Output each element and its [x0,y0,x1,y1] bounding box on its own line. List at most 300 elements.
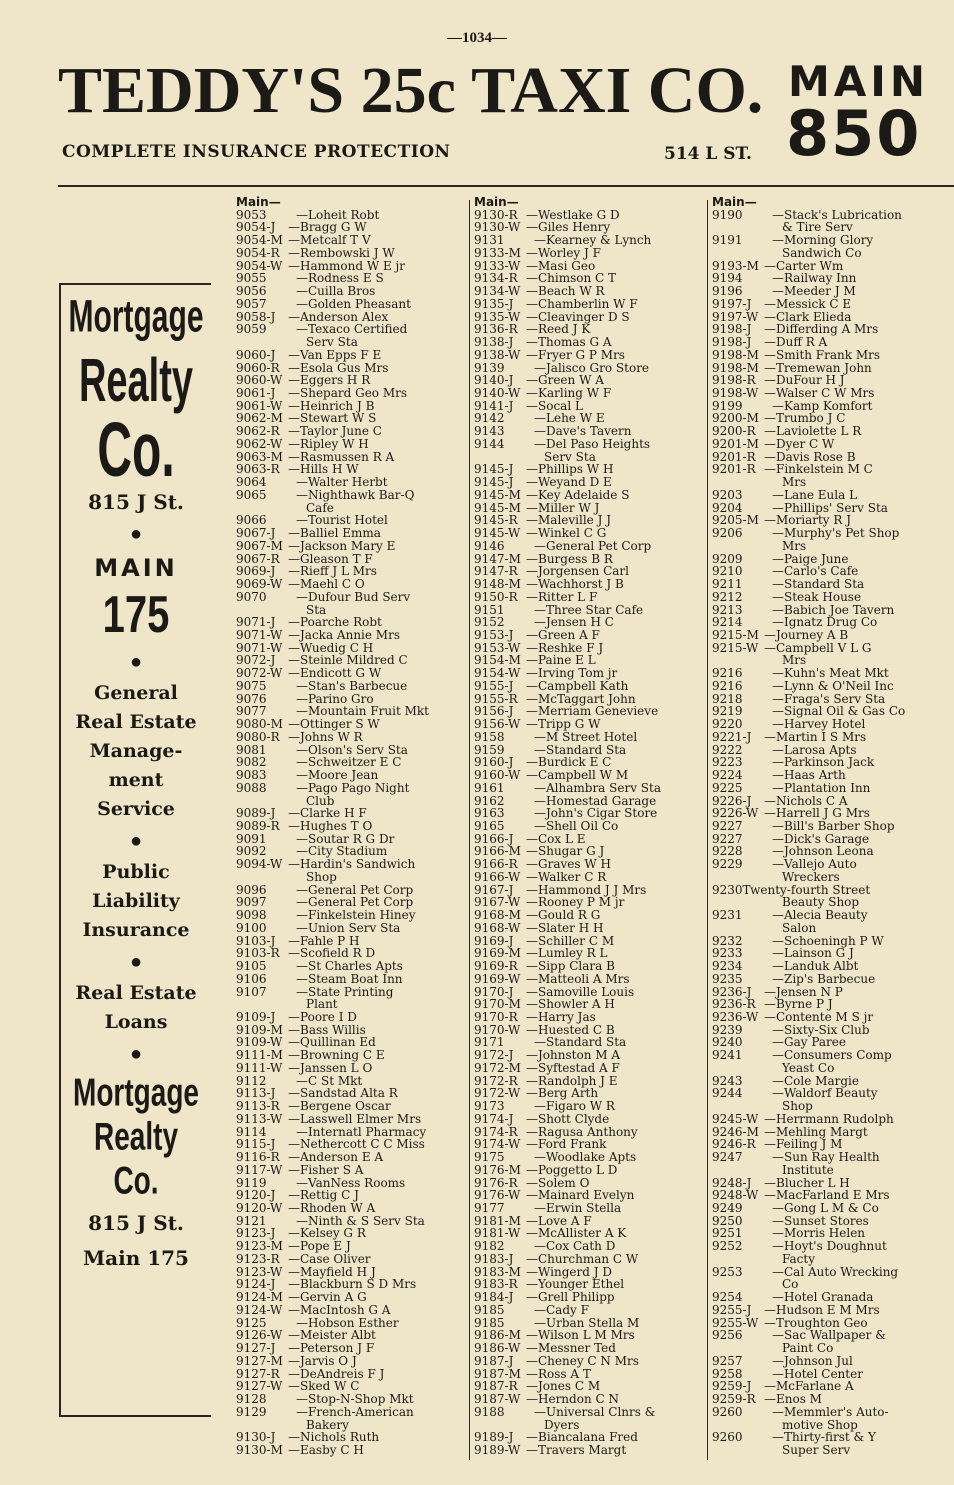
phone-number: 9235 [712,971,743,986]
listing-name: —Bragg G W [288,220,367,235]
directory-entry [474,629,704,642]
listing-name: —Hotel Granada [772,1290,874,1305]
directory-entry [236,731,464,744]
listing-name: —Lynn & O'Neil Inc [772,678,894,693]
listing-name: —Fryer G P Mrs [526,347,625,362]
phone-number: 9056 [236,284,267,299]
phone-number: 9170-R [474,1010,518,1024]
phone-number: 9105 [236,959,267,974]
listing-name: —Messner Ted [526,1341,616,1356]
phone-number: 9109-W [236,1035,283,1050]
listing-name: —Sunset Stores [772,1213,869,1228]
listing-name: —Anderson E A [288,1150,384,1165]
bullet-icon: ● [129,523,143,545]
listing-name: —Jackson Mary E [288,538,396,553]
phone-number: 9198-M [712,347,759,362]
directory-entry [712,1202,948,1215]
listing-name: —Sked W C [288,1379,360,1394]
listing-name: —Nighthawk Bar-Q [296,487,415,502]
listing-name: —St Charles Apts [296,959,403,974]
phone-number: 9080-M [236,717,283,732]
directory-entry [236,986,464,999]
phone-number: 9147-M [474,551,521,566]
listing-name: —Johns W R [288,729,363,744]
listing-name: —Hudson E M Mrs [764,1302,880,1317]
phone-number: 9134-R [474,271,518,286]
directory-entry [474,1113,704,1126]
banner-title: TEDDY'S 25c TAXI CO. [58,54,764,127]
directory-entry [712,463,948,476]
directory-entry [236,960,464,973]
phone-number: 9153-W [474,640,521,655]
listing-name: —Wingerd J D [526,1264,612,1279]
phone-number: 9135-J [474,296,514,311]
phone-number: 9135-W [474,309,521,324]
listing-name: —Green A F [526,627,600,642]
phone-number: 9062-M [236,411,283,426]
column-header: Main— [712,195,757,209]
listing-name: —Laviolette L R [764,424,862,439]
phone-number: 9236-J [712,984,752,999]
directory-entry [712,858,948,871]
phone-number: 9123-J [236,1226,276,1241]
listing-name: —Landuk Albt [772,959,859,974]
directory-entry [474,680,704,693]
directory-entry [712,1113,948,1126]
phone-number: 9129 [236,1404,267,1419]
listing-name: —Universal Clnrs & [534,1404,656,1419]
phone-number: 9145-M [474,500,521,515]
listing-name: —McAllister A K [526,1226,627,1241]
listing-name: —Soutar R G Dr [296,831,395,846]
phone-number: 9239 [712,1022,743,1037]
phone-number: 9151 [474,602,505,617]
directory-entry [236,285,464,298]
directory-entry [474,1164,704,1177]
phone-number: 9120-J [236,1188,276,1203]
listing-name: —State Printing [296,984,394,999]
listing-name: —Mainard Evelyn [526,1188,635,1203]
phone-number: 9236-W [712,1010,759,1024]
listing-name: —Ottinger S W [288,717,380,732]
directory-entry [236,973,464,986]
phone-number: 9170-M [474,997,521,1012]
phone-number: 9191 [712,233,743,248]
phone-number: 9098 [236,908,267,923]
phone-number: 9152 [474,615,505,630]
listing-name: —Gervin A G [288,1290,367,1305]
phone-number: 9187-M [474,1366,521,1381]
listing-name: —Herndon C N [526,1392,619,1407]
phone-number: 9193-M [712,258,759,273]
phone-number: 9134-W [474,284,521,299]
phone-number: 9133-W [474,258,521,273]
listing-name: —Waldorf Beauty [772,1086,878,1101]
phone-number: 9058-J [236,309,276,324]
directory-entry [712,336,948,349]
phone-number: 9154-W [474,666,521,681]
listing-name: —Sun Ray Health [772,1150,880,1165]
phone-number: 9165 [474,818,505,833]
directory-entry [712,960,948,973]
phone-number: 9072-J [236,653,276,668]
directory-entry [474,718,704,731]
phone-number: 9248-W [712,1188,759,1203]
directory-entry [236,909,464,922]
phone-number: 9169-W [474,971,521,986]
phone-number: 9190 [712,207,743,222]
phone-number: 9231 [712,908,743,923]
listing-name: —Alhambra Serv Sta [534,780,662,795]
listing-name: —Figaro W R [534,1099,615,1114]
phone-number: 9198-R [712,373,756,388]
phone-number: 9057 [236,296,267,311]
directory-entry [712,1291,948,1304]
listing-name: —Tremewan John [764,360,872,375]
ad-phone-label: MAIN [94,554,178,582]
listing-continuation: Mrs [782,538,807,553]
directory-entry [474,1011,704,1024]
listing-name: —Van Epps F E [288,347,382,362]
phone-number: 9251 [712,1226,743,1241]
phone-number: 9246-R [712,1137,756,1152]
directory-entry [474,858,704,871]
directory-entry [712,1240,948,1253]
phone-number: 9130-M [236,1442,283,1457]
listing-name: —General Pet Corp [296,882,414,897]
directory-entry [236,489,464,502]
phone-number: 9226-J [712,793,752,808]
listing-name: —Sipp Clara B [526,959,615,974]
listing-name: —Endicott G W [288,666,382,681]
listing-name: —Ignatz Drug Co [772,615,878,630]
listing-name: —M Street Hotel [534,729,638,744]
listing-name: —Gong L M & Co [772,1201,879,1216]
listing-name: —Poggetto L D [526,1162,618,1177]
listing-name: —Feiling J M [764,1137,843,1152]
listing-name: —Dick's Garage [772,831,870,846]
listing-name: —Tourist Hotel [296,513,388,528]
listing-name: —Moriarty R J [764,513,852,528]
listing-name: —Berg Arth [526,1086,599,1101]
directory-entry [474,871,704,884]
listing-name: —Ritter L F [526,589,598,604]
listing-name: —Larosa Apts [772,742,857,757]
directory-entry [236,438,464,451]
directory-entry [236,247,464,260]
phone-number: 9107 [236,984,267,999]
phone-number: 9172-R [474,1073,518,1088]
phone-number: 9250 [712,1213,743,1228]
listing-name: —Nethercott C C Miss [288,1137,425,1152]
phone-number: 9169-R [474,959,518,974]
phone-number: 9230 [712,882,743,897]
phone-number: 9198-W [712,386,759,401]
phone-number: 9167-J [474,882,514,897]
listing-name: —Signal Oil & Gas Co [772,704,906,719]
phone-number: 9126-W [236,1328,283,1343]
listing-name: —Walker C R [526,869,607,884]
phone-number: 9144 [474,436,505,451]
listing-name: —Morris Helen [772,1226,866,1241]
phone-number: 9168-W [474,920,521,935]
directory-entry [236,769,464,782]
listing-name: —Jensen N P [764,984,843,999]
phone-number: 9117-W [236,1162,283,1177]
listing-name: —Churchman C W [526,1251,639,1266]
listing-name: —Schoeningh P W [772,933,884,948]
phone-number: 9054-W [236,258,283,273]
listing-name: —Lumley R L [526,946,608,961]
phone-number: 9065 [236,487,267,502]
listing-name: —Woodlake Apts [534,1150,637,1165]
listing-name: —Younger Ethel [526,1277,625,1292]
listing-name: —Kelsey G R [288,1226,366,1241]
directory-entry [474,349,704,362]
listing-name: —Travers Margt [526,1442,627,1457]
listing-name: —Internatl Pharmacy [296,1124,427,1139]
listing-name: —Ninth & S Serv Sta [296,1213,425,1228]
listing-name: —Clark Elieda [764,309,852,324]
phone-number: 9155-J [474,678,514,693]
directory-entry [712,629,948,642]
listing-name: —Journey A B [764,627,849,642]
directory-entry [236,1291,464,1304]
listing-name: —McTaggart John [526,691,636,706]
listing-continuation: Serv Sta [544,449,596,464]
listing-name: —Zip's Barbecue [772,971,876,986]
listing-name: —Hotel Center [772,1366,863,1381]
listing-name: —Phillips W H [526,462,614,477]
phone-number: 9082 [236,755,267,770]
listing-name: —MacFarland E Mrs [764,1188,890,1203]
directory-entry [474,1253,704,1266]
phone-number: 9256 [712,1328,743,1343]
directory-entry [236,1151,464,1164]
column-header: Main— [474,195,519,209]
ad-service-line: Service [97,798,175,820]
listing-name: —General Pet Corp [296,895,414,910]
phone-number: 9125 [236,1315,267,1330]
directory-entry [474,1151,704,1164]
ad-loans-line: Loans [104,1011,168,1033]
phone-number: 9141-J [474,398,514,413]
ad-loans-line: Real Estate [75,982,197,1004]
phone-number: 9159 [474,742,505,757]
listing-continuation: Mrs [782,475,807,490]
phone-number: 9215-W [712,640,759,655]
directory-entry [712,909,948,922]
directory-entry [474,387,704,400]
phone-number: 9224 [712,768,743,783]
listing-name: —Janssen L O [288,1060,373,1075]
phone-number: 9244 [712,1086,743,1101]
phone-number: 9255-W [712,1315,759,1330]
phone-number: 9115-J [236,1137,276,1152]
phone-number: 9189-J [474,1430,514,1445]
phone-number: 9258 [712,1366,743,1381]
phone-number: 9138-W [474,347,521,362]
phone-number: 9194 [712,271,743,286]
phone-number: 9145-M [474,487,521,502]
listing-name: —Jorgensen Carl [526,564,629,579]
phone-number: 9226-W [712,806,759,821]
phone-number: 9221-J [712,729,752,744]
directory-entry [236,1444,464,1457]
listing-name: —Union Serv Sta [296,920,401,935]
listing-continuation: Bakery [306,1417,349,1432]
directory-entry [474,769,704,782]
phone-number: 9156-J [474,704,514,719]
phone-number: 9111-M [236,1048,283,1063]
listing-name: —Jalisco Gro Store [534,360,650,375]
listing-column-3 [712,196,948,1457]
listing-name: —Carlo's Cafe [772,564,859,579]
listing-name: —Cox Cath D [534,1239,616,1254]
phone-number: 9063-R [236,462,280,477]
directory-entry [236,349,464,362]
listing-name: —Blackburn S D Mrs [288,1277,417,1292]
phone-number: 9148-M [474,577,521,592]
listing-name: —Smith Frank Mrs [764,347,881,362]
directory-entry [712,1011,948,1024]
listing-name: —Railway Inn [772,271,857,286]
phone-number: 9209 [712,551,743,566]
phone-number: 9130-R [474,207,518,222]
listing-name: —Schiller C M [526,933,615,948]
directory-entry [236,1164,464,1177]
listing-name: —Nichols C A [764,793,848,808]
phone-number: 9054-J [236,220,276,235]
directory-entry [474,336,704,349]
phone-number: 9183-J [474,1251,514,1266]
listing-name: —Babich Joe Tavern [772,602,895,617]
listing-name: —Johnson Jul [772,1353,853,1368]
listing-name: —Cleavinger D S [526,309,630,324]
listing-name: —Fisher S A [288,1162,364,1177]
phone-number: 9174-J [474,1111,514,1126]
phone-number: 9130-J [236,1430,276,1445]
phone-number: 9127-R [236,1366,280,1381]
listing-name: —Hardin's Sandwich [288,857,416,872]
phone-number: 9113-J [236,1086,276,1101]
phone-number: 9259-R [712,1392,756,1407]
listing-name: —Herrmann Rudolph [764,1111,894,1126]
listing-name: —Parino Gro [296,691,374,706]
listing-name: —Erwin Stella [534,1201,622,1216]
directory-entry [712,973,948,986]
phone-number: 9128 [236,1392,267,1407]
phone-number: 9216 [712,666,743,681]
listing-name: —Cheney C N Mrs [526,1353,639,1368]
listing-continuation: Sandwich Co [782,245,862,260]
phone-number: 9054-R [236,245,280,260]
directory-entry [474,1202,704,1215]
phone-number: 9175 [474,1150,505,1165]
phone-number: 9075 [236,678,267,693]
phone-number: 9170-J [474,984,514,999]
listing-continuation: Serv Sta [306,335,358,350]
phone-number: 9187-R [474,1379,518,1394]
listing-name: —Thomas G A [526,335,612,350]
listing-name: —Golden Pheasant [296,296,411,311]
listing-name: —Gould R G [526,908,601,923]
phone-number: 9067-R [236,551,280,566]
listing-name: —Maleville J J [526,513,612,528]
listing-name: —Thirty-first & Y [772,1430,876,1445]
ad-phone-number: 175 [102,586,170,644]
phone-number: 9181-W [474,1226,521,1241]
listing-name: —Walser C W Mrs [764,386,875,401]
phone-number: 9063-M [236,449,283,464]
phone-number: 9200-R [712,424,756,439]
directory-entry [474,973,704,986]
phone-number: 9166-J [474,831,514,846]
directory-entry [236,387,464,400]
directory-entry [474,1100,704,1113]
phone-number: 9166-R [474,857,518,872]
phone-number: 9228 [712,844,743,859]
phone-number: 9123-M [236,1239,283,1254]
phone-number: 9097 [236,895,267,910]
phone-number: 9070 [236,589,267,604]
phone-number: 9162 [474,793,505,808]
listing-name: —Stack's Lubrication [772,207,902,222]
listing-name: —Stan's Barbecue [296,678,408,693]
phone-number: 9060-R [236,360,280,375]
bullet-icon: ● [129,951,143,973]
phone-number: 9198-J [712,335,752,350]
listing-name: —Beach W R [526,284,605,299]
phone-number: 9109-M [236,1022,283,1037]
phone-number: 9248-J [712,1175,752,1190]
phone-number: 9055 [236,271,267,286]
listing-name: —Huested C B [526,1022,615,1037]
phone-number: 9185 [474,1302,505,1317]
directory-entry [712,1304,948,1317]
phone-number: 9061-W [236,398,283,413]
listing-name: —Wachhorst J B [526,577,624,592]
phone-number: 9196 [712,284,743,299]
listing-name: —Taylor June C [288,424,382,439]
listing-name: —DuFour H J [764,373,845,388]
listing-name: —Nichols Ruth [288,1430,380,1445]
listing-name: —Standard Sta [534,742,627,757]
phone-number: 9236-R [712,997,756,1012]
phone-number: 9189-W [474,1442,521,1457]
phone-number: 9119 [236,1175,267,1190]
listing-name: —Consumers Comp [772,1048,892,1063]
ad-address-1: 815 J St. [88,490,184,514]
phone-number: 9109-J [236,1010,276,1024]
listing-name: —Showler A H [526,997,615,1012]
listing-name: —Campbell W M [526,768,629,783]
phone-number: 9069-W [236,577,283,592]
listing-name: —Green W A [526,373,604,388]
directory-entry [474,1304,704,1317]
bullet-icon: ● [129,651,143,673]
directory-entry [474,438,704,451]
directory-entry [236,680,464,693]
listing-name: —Parkinson Jack [772,755,875,770]
listing-name: —Shepard Geo Mrs [288,386,408,401]
directory-entry [474,489,704,502]
phone-number: 9186-W [474,1341,521,1356]
listing-name: —Rettig C J [288,1188,359,1203]
phone-number: 9091 [236,831,267,846]
directory-entry [712,642,948,655]
listing-name: —Chimson C T [526,271,617,286]
